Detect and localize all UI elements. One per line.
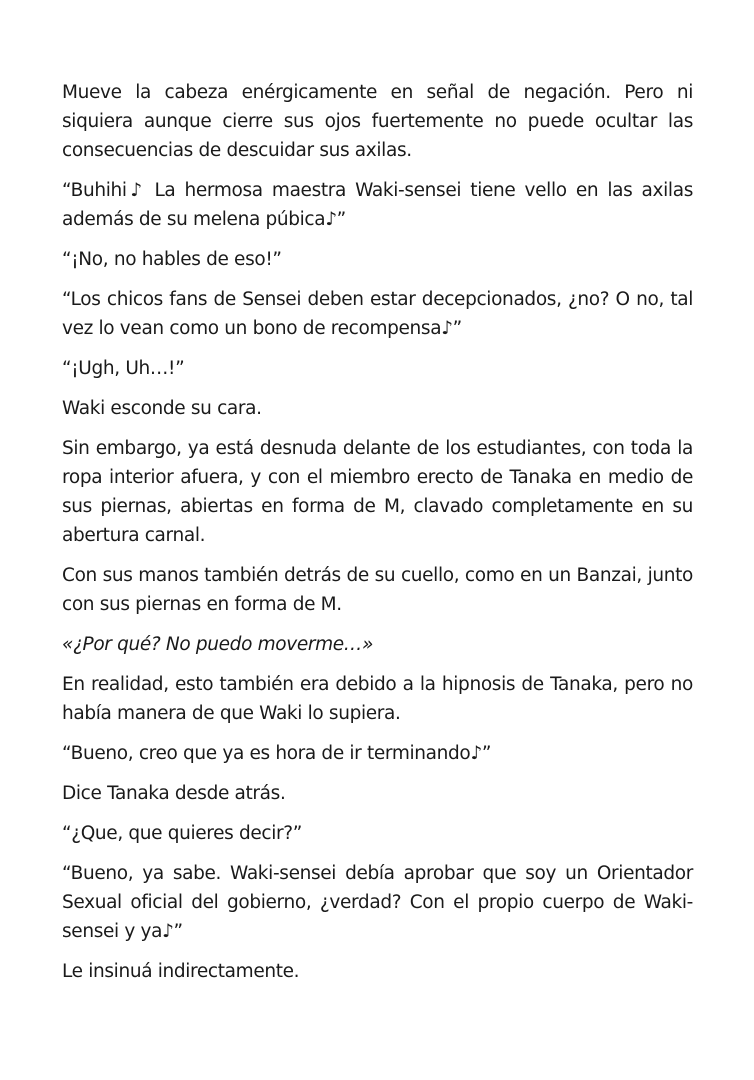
paragraph: “Los chicos fans de Sensei deben estar decepcionados, ¿no? O no, tal vez lo vean como un bono de recompensa♪” xyxy=(62,289,693,339)
paragraph: “Buhihi♪ La hermosa maestra Waki-sensei tiene vello en las axilas además de su melena púbica♪” xyxy=(62,180,693,230)
italic-thought-paragraph: «¿Por qué? No puedo moverme…» xyxy=(62,634,374,655)
paragraph: En realidad, esto también era debido a la hipnosis de Tanaka, pero no había manera de que Waki lo supiera. xyxy=(62,674,693,724)
paragraph: Con sus manos también detrás de su cuello, como en un Banzai, junto con sus piernas en forma de M. xyxy=(62,565,693,615)
paragraph: Sin embargo, ya está desnuda delante de los estudiantes, con toda la ropa interior afuera, y con el miembro erecto de Tanaka en medio de sus piernas, abiertas en forma de M, clavado completamente en su abertura carnal. xyxy=(62,438,693,546)
paragraph: “Bueno, ya sabe. Waki-sensei debía aprobar que soy un Orientador Sexual oficial del gobierno, ¿verdad? Con el propio cuerpo de Waki-sensei y ya♪” xyxy=(62,863,693,942)
paragraph: Mueve la cabeza enérgicamente en señal de negación. Pero ni siquiera aunque cierre sus ojos fuertemente no puede ocultar las consecuencias de descuidar sus axilas. xyxy=(62,82,693,161)
paragraph: “¿Que, que quieres decir?” xyxy=(62,823,302,844)
paragraph: Dice Tanaka desde atrás. xyxy=(62,783,286,804)
paragraph: Waki esconde su cara. xyxy=(62,398,262,419)
paragraph: “¡No, no hables de eso!” xyxy=(62,249,282,270)
paragraph: Le insinuá indirectamente. xyxy=(62,961,300,982)
paragraph: “¡Ugh, Uh…!” xyxy=(62,358,185,379)
document-page xyxy=(62,78,693,997)
paragraph: “Bueno, creo que ya es hora de ir terminando♪” xyxy=(62,743,492,764)
